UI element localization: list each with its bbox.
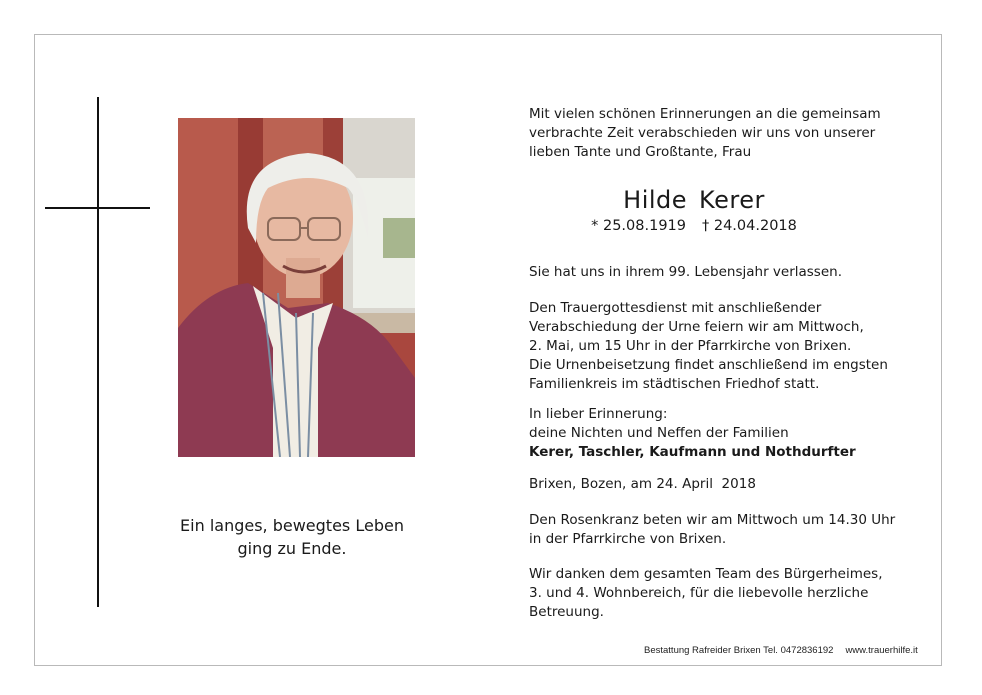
rosary-paragraph	[529, 511, 919, 549]
service-line: 2. Mai, um 15 Uhr in der Pfarrkirche von Brixen.	[529, 338, 852, 354]
motto-line: Ein langes, bewegtes Leben	[180, 516, 404, 535]
first-name: Hilde	[623, 186, 688, 214]
motto-line: ging zu Ende.	[237, 539, 347, 558]
thanks-line: 3. und 4. Wohnbereich, für die liebevolle herzliche	[529, 585, 869, 601]
thanks-paragraph	[529, 565, 919, 622]
intro-paragraph	[529, 105, 919, 162]
service-paragraph	[529, 299, 919, 394]
place-date-paragraph	[529, 475, 919, 494]
deceased-name	[529, 186, 859, 214]
intro-line: verbrachte Zeit verabschieden wir uns von unserer	[529, 125, 876, 141]
service-line: Den Trauergottesdienst mit anschließender	[529, 300, 822, 316]
place-date: Brixen, Bozen, am 24. April 2018	[529, 476, 756, 492]
thanks-line: Wir danken dem gesamten Team des Bürgerheimes,	[529, 566, 883, 582]
cross-vertical-bar	[97, 97, 99, 607]
mourners-line: In lieber Erinnerung:	[529, 406, 668, 422]
service-line: Die Urnenbeisetzung findet anschließend im engsten	[529, 357, 888, 373]
death-date: † 24.04.2018	[702, 218, 797, 234]
website-link[interactable]: www.trauerhilfe.it	[845, 645, 918, 656]
last-name: Kerer	[699, 186, 765, 214]
birth-date: * 25.08.1919	[591, 218, 686, 234]
age-paragraph	[529, 263, 919, 282]
service-line: Verabschiedung der Urne feiern wir am Mittwoch,	[529, 319, 864, 335]
footer	[644, 645, 918, 656]
portrait-photo	[178, 118, 415, 457]
life-dates	[529, 218, 859, 234]
motto	[162, 514, 422, 560]
service-line: Familienkreis im städtischen Friedhof statt.	[529, 376, 820, 392]
mourners-line: deine Nichten und Neffen der Familien	[529, 425, 789, 441]
intro-line: Mit vielen schönen Erinnerungen an die gemeinsam	[529, 106, 881, 122]
intro-line: lieben Tante und Großtante, Frau	[529, 144, 752, 160]
rosary-line: Den Rosenkranz beten wir am Mittwoch um 14.30 Uhr	[529, 512, 896, 528]
mourners-families: Kerer, Taschler, Kaufmann und Nothdurfter	[529, 444, 856, 460]
mourners-paragraph	[529, 405, 919, 462]
funeral-home-info: Bestattung Rafreider Brixen Tel. 0472836192	[644, 645, 834, 656]
rosary-line: in der Pfarrkirche von Brixen.	[529, 531, 727, 547]
thanks-line: Betreuung.	[529, 604, 604, 620]
age-line: Sie hat uns in ihrem 99. Lebensjahr verlassen.	[529, 264, 842, 280]
cross-horizontal-bar	[45, 207, 150, 209]
